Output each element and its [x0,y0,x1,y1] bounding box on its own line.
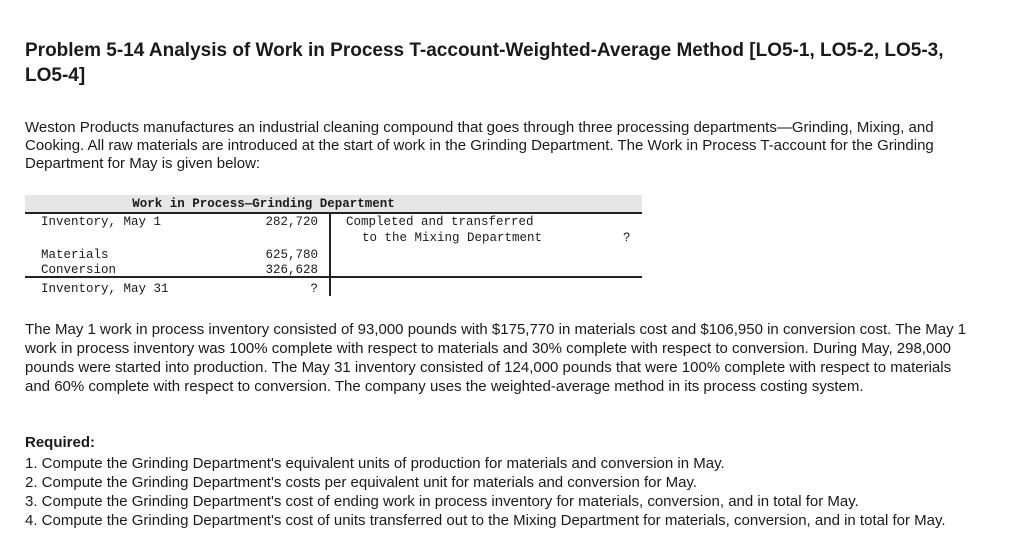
t-account-header [25,195,642,214]
debit-label: Inventory, May 1 [41,215,162,229]
debit-amount: ? [310,282,318,296]
details-paragraph: The May 1 work in process inventory consisted of 93,000 pounds with $175,770 in materials cost and $106,950 in conversion cost. The May 1 work in process inventory was 100% complete with respect to materials and 30% complete with respect to conversion. During May, 298,000 pounds were started into production. The May 31 inventory consisted of 124,000 pounds that were 100% complete with respect to materials and 60% complete with respect to conversion. The company uses the weighted-average method in its process costing system. [25,321,967,395]
problem-title: Problem 5-14 Analysis of Work in Process T-account-Weighted-Average Method [LO5-1, LO5-2, LO5-3, LO5-4] [25,40,944,86]
debit-label: Conversion [41,263,117,277]
debit-label: Materials [41,248,109,262]
credit-label-line2: to the Mixing Department [362,231,543,245]
required-heading: Required: [25,434,96,451]
debit-amount: 625,780 [265,248,318,262]
t-account-divider [329,214,331,296]
intro-paragraph: Weston Products manufactures an industrial cleaning compound that goes through three processing departments—Grinding, Mixing, and Cooking. All raw materials are introduced at the start of work in the Grinding Department. The Work in Process T-account for the Grinding Department for May is given below: [25,119,934,172]
debit-label: Inventory, May 31 [41,282,169,296]
required-item: 2. Compute the Grinding Department's costs per equivalent unit for materials and conversion for May. [25,474,698,491]
credit-amount: ? [623,231,631,245]
required-item: 4. Compute the Grinding Department's cost of units transferred out to the Mixing Department for materials, conversion, and in total for May. [25,512,946,529]
required-list [25,454,980,530]
t-account-underline [25,276,642,278]
required-item: 1. Compute the Grinding Department's equivalent units of production for materials and conversion in May. [25,455,725,472]
t-account-title: Work in Process—Grinding Department [132,197,395,211]
credit-label-line1: Completed and transferred [346,215,534,229]
required-item: 3. Compute the Grinding Department's cost of ending work in process inventory for materials, conversion, and in total for May. [25,493,859,510]
debit-amount: 326,628 [265,263,318,277]
t-account [25,195,642,295]
debit-amount: 282,720 [265,215,318,229]
